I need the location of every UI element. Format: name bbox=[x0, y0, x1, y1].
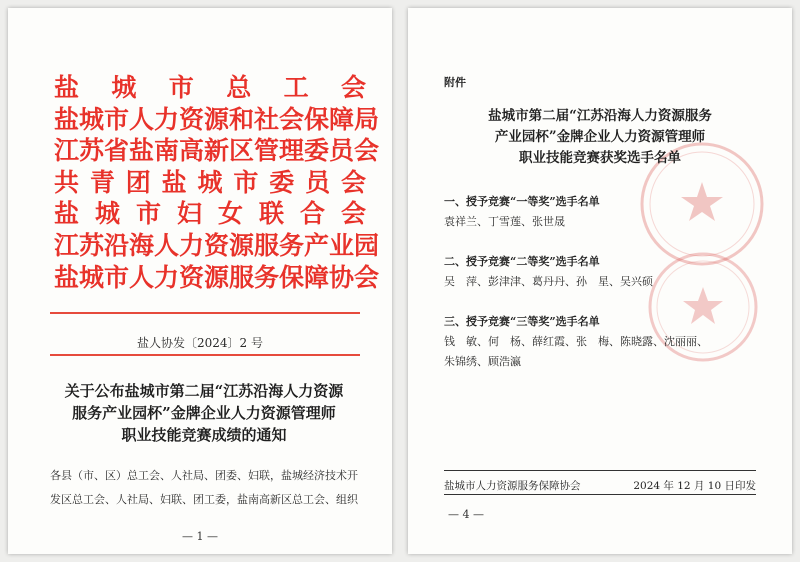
section-heading: 一、授予竞赛“一等奖”选手名单 bbox=[444, 195, 600, 208]
issuer-1: 盐城市总工会 bbox=[54, 73, 366, 102]
notice-title-line: 关于公布盐城市第二届“江苏沿海人力资源 bbox=[64, 382, 344, 400]
attachment-label: 附件 bbox=[444, 76, 466, 89]
winner-names: 袁祥兰、丁雪莲、张世晟 bbox=[444, 215, 565, 228]
winner-names: 钱 敏、何 杨、薛红霞、张 梅、陈晓露、沈丽丽、 bbox=[444, 335, 708, 348]
notice-title-line: 职业技能竞赛成绩的通知 bbox=[121, 426, 287, 444]
third-prize-section bbox=[444, 312, 764, 372]
red-divider-rule bbox=[50, 354, 360, 356]
attachment-title-line: 职业技能竞赛获奖选手名单 bbox=[519, 150, 681, 166]
red-header-rule bbox=[50, 312, 360, 314]
notice-body bbox=[50, 464, 362, 512]
attachment-title bbox=[408, 106, 792, 169]
print-footer bbox=[444, 478, 756, 493]
second-prize-section bbox=[444, 252, 764, 292]
issuer-4: 共青团盐城市委员会 bbox=[54, 167, 366, 197]
body-line: 各县（市、区）总工会、人社局、团委、妇联，盐城经济技术开 bbox=[50, 469, 358, 482]
notice-title-line: 服务产业园杯”金牌企业人力资源管理师 bbox=[72, 404, 336, 422]
winner-names: 吴 萍、彭津津、葛丹丹、孙 星、吴兴硕 bbox=[444, 275, 653, 288]
footer-print-date: 2024 年 12 月 10 日印发 bbox=[633, 480, 756, 492]
section-heading: 三、授予竞赛“三等奖”选手名单 bbox=[444, 315, 600, 328]
right-document-page bbox=[408, 8, 792, 554]
issuer-5: 盐城市妇女联合会 bbox=[54, 199, 366, 229]
page-number: — 4 — bbox=[448, 508, 484, 521]
attachment-title-line: 盐城市第二届“江苏沿海人力资源服务 bbox=[488, 108, 712, 124]
section-heading: 二、授予竞赛“二等奖”选手名单 bbox=[444, 255, 600, 268]
page-number: — 1 — bbox=[182, 530, 218, 543]
footer-top-rule bbox=[444, 470, 756, 471]
issuer-organization-list bbox=[54, 72, 380, 293]
footer-issuer: 盐城市人力资源服务保障协会 bbox=[444, 480, 581, 492]
footer-bottom-rule bbox=[444, 494, 756, 495]
issuer-6: 江苏沿海人力资源服务产业园 bbox=[54, 230, 380, 260]
left-document-page bbox=[8, 8, 392, 554]
issuer-7: 盐城市人力资源服务保障协会 bbox=[54, 262, 380, 292]
winner-names: 朱锦绣、顾浩瀛 bbox=[444, 355, 521, 368]
attachment-title-line: 产业园杯”金牌企业人力资源管理师 bbox=[494, 129, 706, 145]
notice-title bbox=[48, 380, 360, 446]
issuer-2: 盐城市人力资源和社会保障局 bbox=[54, 104, 380, 134]
first-prize-section bbox=[444, 192, 764, 232]
document-number: 盐人协发〔2024〕2 号 bbox=[137, 336, 263, 350]
body-line: 发区总工会、人社局、妇联、团工委，盐南高新区总工会、组织 bbox=[50, 493, 358, 506]
issuer-3: 江苏省盐南高新区管理委员会 bbox=[54, 136, 380, 166]
